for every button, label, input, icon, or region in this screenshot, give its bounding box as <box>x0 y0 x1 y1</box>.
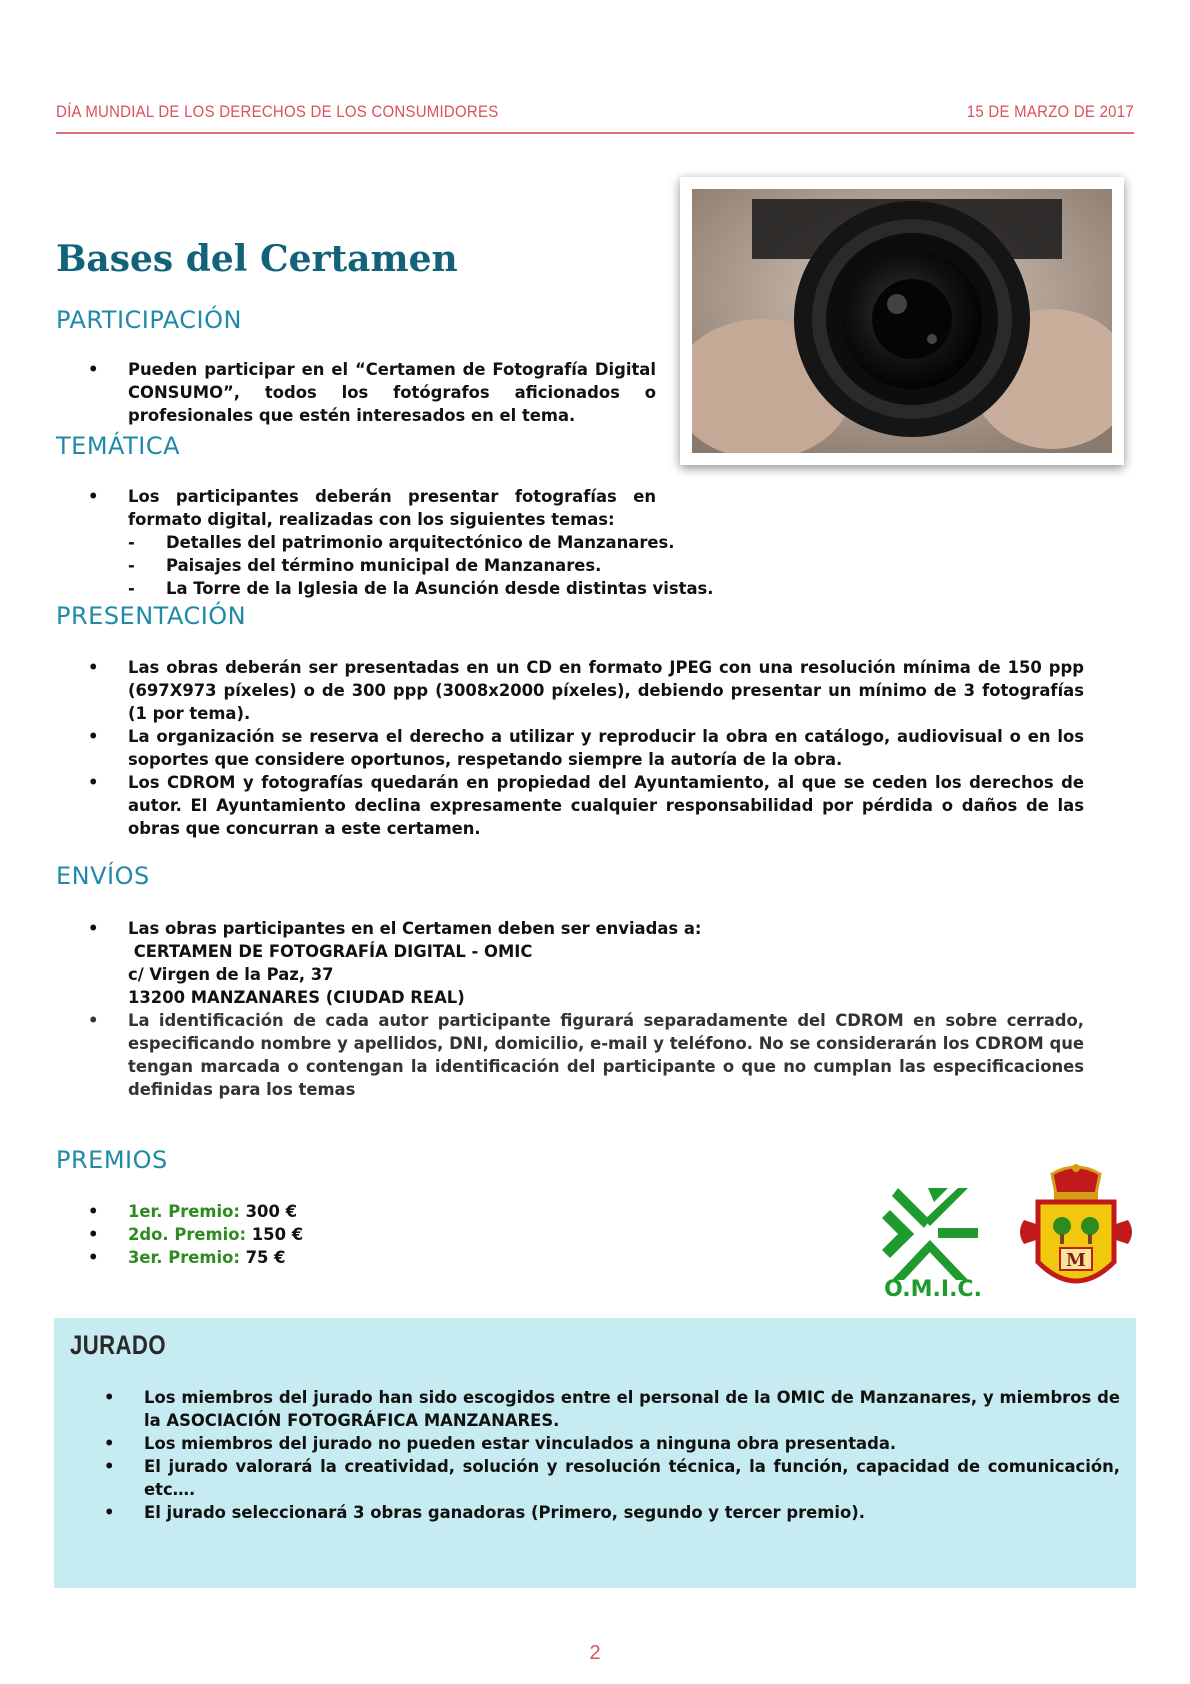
tematica-list <box>88 485 988 600</box>
section-tematica-heading: TEMÁTICA <box>56 432 180 460</box>
topics-list <box>128 531 988 600</box>
list-item <box>88 917 1084 1009</box>
tematica-intro: • Los participantes deberán presentar fotografías en formato digital, realizadas con los siguientes temas: <box>128 487 656 529</box>
prize-item <box>88 1246 588 1269</box>
address-line: c/ Virgen de la Paz, 37 <box>128 965 334 984</box>
list-item: • Los CDROM y fotografías quedarán en propiedad del Ayuntamiento, al que se ceden los derechos de autor. El Ayuntamiento declina expresamente cualquier responsabilidad por pérdida o daños de las obras que concurran a este certamen. <box>88 771 1084 840</box>
header-left-title: DÍA MUNDIAL DE LOS DERECHOS DE LOS CONSUMIDORES <box>56 102 499 121</box>
jurado-box <box>54 1318 1136 1588</box>
list-item: • Los miembros del jurado han sido escogidos entre el personal de la OMIC de Manzanares, y miembros de la ASOCIACIÓN FOTOGRÁFICA MANZANARES. <box>104 1386 1120 1432</box>
prize-label: 3er. Premio: <box>128 1248 240 1267</box>
address-line: CERTAMEN DE FOTOGRAFÍA DIGITAL - OMIC <box>128 942 533 961</box>
camera-photo <box>680 177 1124 465</box>
list-item: • El jurado valorará la creatividad, solución y resolución técnica, la función, capacidad de comunicación, etc…. <box>104 1455 1120 1501</box>
header-date: 15 DE MARZO DE 2017 <box>966 102 1134 121</box>
prize-item <box>88 1200 588 1223</box>
jurado-list <box>104 1386 1120 1524</box>
prize-amount: 300 € <box>245 1202 297 1221</box>
coat-of-arms-logo <box>1016 1162 1136 1302</box>
list-item: • La identificación de cada autor participante figurará separadamente del CDROM en sobre cerrado, especificando nombre y apellidos, DNI, domicilio, e-mail y teléfono. No se considerarán los CDROM que tengan marcada o contengan la identificación del participante o que no cumplan las especificaciones definidas para los temas <box>88 1009 1084 1101</box>
omic-logo <box>868 1180 998 1300</box>
envios-list <box>88 917 1084 1101</box>
topic-item: - Detalles del patrimonio arquitectónico de Manzanares. <box>128 531 988 554</box>
presentacion-list <box>88 656 1084 840</box>
omic-logo-text: O.M.I.C. <box>884 1277 982 1300</box>
list-item: • Las obras deberán ser presentadas en un CD en formato JPEG con una resolución mínima de 150 ppp (697X973 píxeles) o de 300 ppp (3008x2000 píxeles), debiendo presentar un mínimo de 3 fotografías (1 por tema). <box>88 656 1084 725</box>
envios-intro: • Las obras participantes en el Certamen deben ser enviadas a: <box>128 919 702 938</box>
address-line: 13200 MANZANARES (CIUDAD REAL) <box>128 988 465 1007</box>
coat-of-arms-letter: M <box>1066 1250 1086 1271</box>
list-item: • Los miembros del jurado no pueden estar vinculados a ninguna obra presentada. <box>104 1432 1120 1455</box>
page-title: Bases del Certamen <box>56 238 458 280</box>
section-envios-heading: ENVÍOS <box>56 862 150 890</box>
prize-amount: 150 € <box>251 1225 304 1244</box>
list-item: • El jurado seleccionará 3 obras ganadoras (Primero, segundo y tercer premio). <box>104 1501 1120 1524</box>
section-participacion-heading: PARTICIPACIÓN <box>56 306 242 334</box>
prize-item <box>88 1223 588 1246</box>
section-presentacion-heading: PRESENTACIÓN <box>56 602 247 630</box>
page-header <box>56 100 1134 134</box>
list-item <box>88 485 988 600</box>
prize-label: 1er. Premio: <box>128 1202 240 1221</box>
prize-label: 2do. Premio: <box>128 1225 247 1244</box>
list-item: • Pueden participar en el “Certamen de Fotografía Digital CONSUMO”, todos los fotógrafos aficionados o profesionales que estén interesados en el tema. <box>88 358 656 427</box>
section-premios-heading: PREMIOS <box>56 1146 168 1174</box>
jurado-heading: JURADO <box>70 1330 166 1360</box>
list-item: • La organización se reserva el derecho a utilizar y reproducir la obra en catálogo, audiovisual o en los soportes que considere oportunos, respetando siempre la autoría de la obra. <box>88 725 1084 771</box>
premios-list <box>88 1200 588 1269</box>
topic-item: - La Torre de la Iglesia de la Asunción desde distintas vistas. <box>128 577 988 600</box>
prize-amount: 75 € <box>245 1248 286 1267</box>
page-number: 2 <box>589 1642 601 1664</box>
topic-item: - Paisajes del término municipal de Manzanares. <box>128 554 988 577</box>
participacion-list <box>88 358 656 427</box>
